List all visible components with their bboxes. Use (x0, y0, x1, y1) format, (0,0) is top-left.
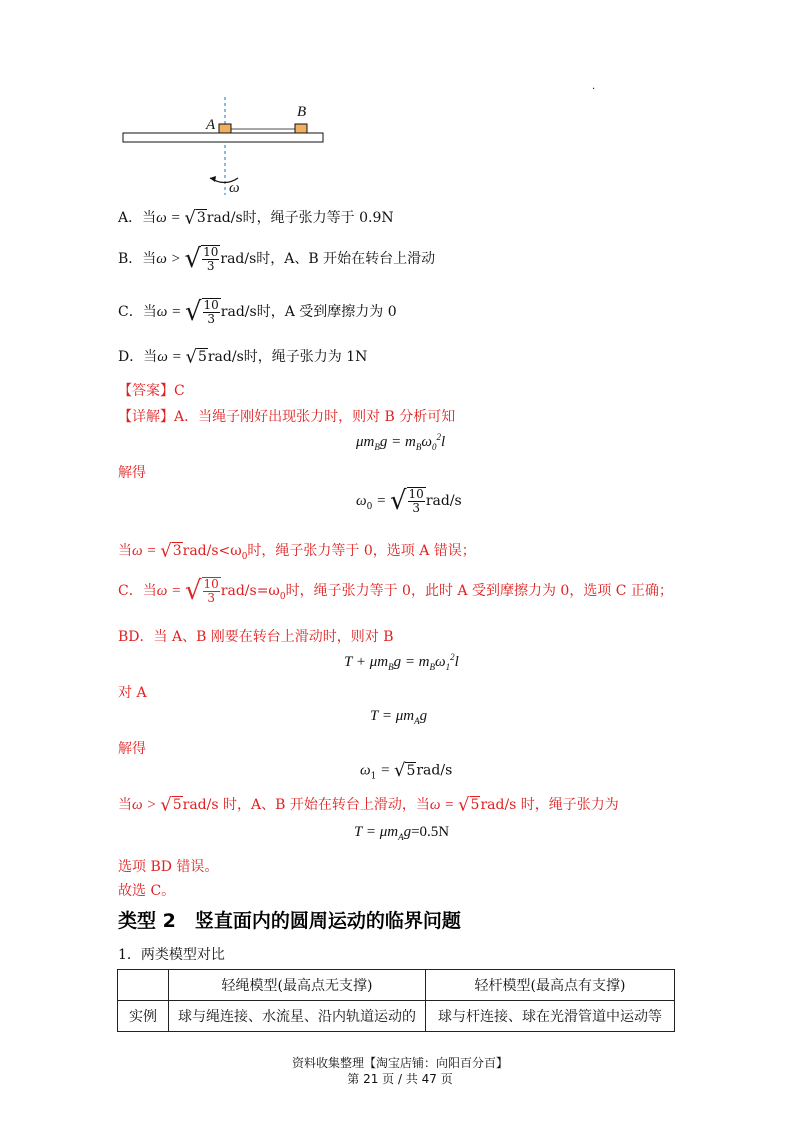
w1: ω (360, 762, 371, 779)
option-a-prefix: A．当 (118, 210, 157, 226)
option-b-unit: rad/s (220, 251, 257, 267)
eq2-omega-sup: 2 (450, 652, 455, 662)
w0-den: 3 (412, 501, 420, 515)
subsection-title: 1．两类模型对比 (118, 947, 225, 963)
option-b-suffix: 时，A、B 开始在转台上滑动 (256, 251, 436, 267)
eq4-b: g (403, 824, 412, 840)
answer: 【答案】C (118, 383, 185, 399)
option-c-num: 10 (203, 298, 219, 312)
equation-2 (344, 652, 459, 672)
line-last-omega: ω (132, 797, 143, 813)
option-c (118, 297, 397, 327)
section-title: 类型 2 竖直面内的圆周运动的临界问题 (118, 910, 461, 932)
option-b-num: 10 (203, 245, 219, 259)
option-a-rel: = (166, 210, 185, 226)
sqrt-icon: √ (160, 794, 172, 816)
option-c-prefix: C．当 (118, 304, 157, 320)
eq3-sub: A (414, 716, 420, 726)
eq2-omega: ω (435, 654, 446, 670)
line-c-num: 10 (203, 577, 219, 591)
bd-wrong: 选项 BD 错误。 (118, 859, 219, 875)
option-b-rel: > (166, 251, 185, 267)
eq1-l: l (440, 434, 446, 450)
line-c-pre: C．当 (118, 583, 157, 599)
sqrt-icon: √ (160, 540, 172, 562)
table-header-cell (118, 970, 169, 1001)
omega1-equation (360, 760, 452, 781)
sqrt-icon: √ (184, 244, 202, 274)
table-header-cell: 轻杆模型(最高点有支撑) (426, 970, 675, 1001)
sqrt-icon: √ (458, 794, 470, 816)
w0: ω (356, 493, 367, 509)
eq2-omega-sub: 1 (445, 662, 451, 672)
line-last-pre: 当 (118, 797, 132, 813)
comparison-table (117, 969, 675, 1032)
footer-page-number: 第 21 页 / 共 47 页 (347, 1072, 453, 1086)
eq2-sub2: B (429, 662, 436, 672)
option-b (118, 244, 435, 274)
block-a (219, 124, 231, 133)
option-c-omega: ω (156, 304, 168, 320)
eq2-a: T + μm (344, 654, 389, 670)
table-cell: 实例 (118, 1001, 169, 1032)
w0-num: 10 (408, 487, 424, 501)
option-b-omega: ω (156, 251, 167, 267)
detail-intro: 【详解】A．当绳子刚好出现张力时，则对 B 分析可知 (118, 409, 456, 425)
eq4-c: =0.5N (411, 824, 450, 840)
option-c-den: 3 (207, 312, 215, 326)
option-a-unit: rad/s (206, 210, 243, 226)
line-c-mid: rad/s=ω (220, 583, 280, 599)
eq4-a: T = μm (354, 824, 399, 840)
eq3-b: g (419, 708, 428, 724)
w1-sub: 1 (370, 771, 377, 782)
w0-rel: = (372, 493, 390, 509)
eq1-a: μm (356, 434, 375, 450)
line-last-rel: > (142, 797, 161, 813)
w1-rel: = (376, 762, 394, 779)
sqrt-icon: √ (184, 207, 196, 229)
option-a-root: 3 (196, 210, 206, 226)
stray-dot: · (592, 84, 596, 95)
table-cell: 球与杆连接、球在光滑管道中运动等 (426, 1001, 675, 1032)
turntable-bar (123, 133, 323, 142)
table-cell: 球与绳连接、水流星、沿内轨道运动的 (169, 1001, 426, 1032)
option-b-prefix: B．当 (118, 251, 157, 267)
dui-a: 对 A (118, 685, 147, 701)
sqrt-icon: √ (185, 346, 197, 368)
eq4-sub: A (398, 832, 404, 842)
eq2-l: l (454, 654, 459, 670)
table-header-cell: 轻绳模型(最高点无支撑) (169, 970, 426, 1001)
line-a-omega: ω (132, 543, 143, 559)
option-d-rel: = (167, 349, 186, 365)
option-d-prefix: D．当 (118, 349, 158, 365)
line-a (118, 540, 476, 562)
line-a-mid: rad/s<ω (182, 543, 242, 559)
eq1-omega: ω (421, 434, 432, 450)
sqrt-icon: √ (184, 576, 202, 606)
sqrt-icon: √ (184, 297, 202, 327)
eq2-b: g = m (393, 654, 430, 670)
figure-label-a: A (206, 117, 216, 133)
equation-4 (354, 824, 449, 842)
eq3-a: T = μm (370, 708, 415, 724)
figure-label-omega: ω (229, 180, 240, 196)
eq1-omega-sub: 0 (431, 442, 437, 452)
equation-1 (356, 432, 445, 452)
line-c-post: 时，绳子张力等于 0，此时 A 受到摩擦力为 0，选项 C 正确； (285, 583, 673, 599)
option-b-den: 3 (206, 259, 215, 273)
option-d-suffix: 时，绳子张力为 1N (243, 349, 368, 365)
option-d-unit: rad/s (207, 349, 244, 365)
line-last-omega2: ω (429, 797, 441, 813)
line-last-mid: rad/s 时，A、B 开始在转台上滑动，当 (182, 797, 430, 813)
conclusion: 故选 C。 (118, 883, 176, 899)
line-c-den: 3 (207, 591, 215, 605)
sqrt-icon: √ (389, 486, 407, 516)
option-a (118, 207, 394, 229)
footer-source: 资料收集整理【淘宝店铺：向阳百分百】 (291, 1056, 508, 1070)
option-d-root: 5 (197, 349, 207, 365)
table-header-row (118, 970, 675, 1001)
option-d (118, 346, 367, 368)
line-c (118, 576, 673, 606)
table-row (118, 1001, 675, 1032)
w1-unit: rad/s (416, 762, 453, 779)
jiede-2: 解得 (118, 741, 146, 757)
line-last-rel2: = (440, 797, 459, 813)
eq1-sub: B (374, 442, 380, 452)
w1-root: 5 (406, 762, 416, 779)
w0-sub: 0 (366, 501, 373, 512)
line-a-rel: = (142, 543, 161, 559)
line-a-pre: 当 (118, 543, 132, 559)
omega0-equation (356, 486, 462, 516)
jiede-1: 解得 (118, 465, 146, 481)
line-last-root: 5 (172, 797, 182, 813)
eq2-sub: B (388, 662, 394, 672)
option-a-suffix: 时，绳子张力等于 0.9N (242, 210, 394, 226)
line-c-rel: = (167, 583, 185, 599)
figure-label-b: B (297, 104, 307, 120)
line-c-omega: ω (156, 583, 168, 599)
line-last (118, 794, 619, 816)
line-a-post: 时，绳子张力等于 0，选项 A 错误； (247, 543, 476, 559)
sqrt-icon: √ (393, 760, 406, 781)
w0-unit: rad/s (425, 493, 462, 509)
eq1-sub2: B (415, 442, 422, 452)
option-c-unit: rad/s (220, 304, 257, 320)
block-b (295, 124, 307, 133)
line-last-post: rad/s 时，绳子张力为 (480, 797, 619, 813)
option-c-suffix: 时，A 受到摩擦力为 0 (256, 304, 397, 320)
option-c-rel: = (167, 304, 185, 320)
eq1-omega-sup: 2 (436, 432, 441, 442)
line-c-sub: 0 (279, 591, 286, 602)
option-a-omega: ω (156, 210, 167, 226)
equation-3 (370, 708, 427, 726)
eq1-mid: g = m (379, 434, 416, 450)
line-last-root2: 5 (470, 797, 480, 813)
line-a-sub: 0 (241, 551, 248, 562)
line-bd: BD．当 A、B 刚要在转台上滑动时，则对 B (118, 629, 394, 645)
line-a-root: 3 (172, 543, 182, 559)
option-d-omega: ω (157, 349, 168, 365)
